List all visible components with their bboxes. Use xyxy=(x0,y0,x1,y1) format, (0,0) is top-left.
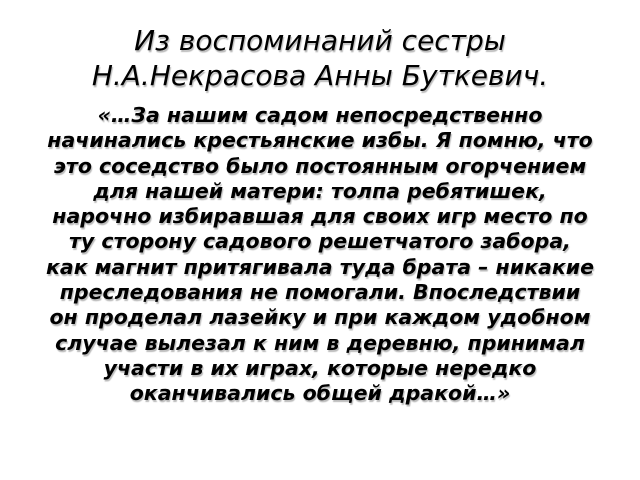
quote-line: ту сторону садового решетчатого забора, xyxy=(69,229,571,254)
quote-line: как магнит притягивала туда брата – никакие xyxy=(45,254,595,279)
quote-line: оканчивались общей дракой…» xyxy=(129,381,511,406)
quote-line: начинались крестьянские избы. Я помню, что xyxy=(47,128,593,153)
quote-line: случае вылезал к ним в деревню, принимал xyxy=(55,330,585,355)
quote-line: преследования не помогали. Впоследствии xyxy=(59,280,581,305)
quote-line: участи в их играх, которые нередко xyxy=(103,355,537,380)
slide-title xyxy=(0,23,640,93)
quote-line: «…За нашим садом непосредственно xyxy=(97,103,543,127)
quote-line: нарочно избиравшая для своих игр место по xyxy=(52,204,588,229)
quote-line: это соседство было постоянным огорчением xyxy=(53,153,587,178)
quote-line: для нашей матери: толпа ребятишек, xyxy=(93,178,547,203)
title-line: Из воспоминаний сестры xyxy=(134,24,506,57)
title-line: Н.А.Некрасова Анны Буткевич. xyxy=(91,59,549,92)
quote-text xyxy=(0,103,640,407)
quote-line: он проделал лазейку и при каждом удобном xyxy=(49,305,591,330)
